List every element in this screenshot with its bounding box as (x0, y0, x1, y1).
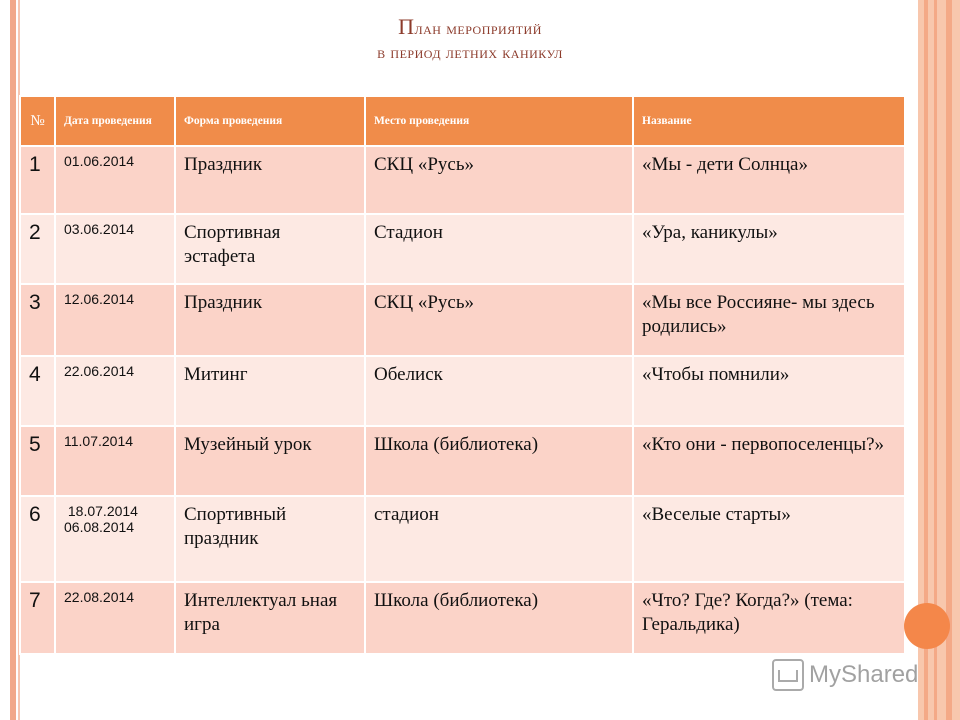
date-value: 01.06.2014 (64, 153, 135, 169)
cell-event-name: «Ура, каникулы» (633, 214, 905, 284)
date-value: 03.06.2014 (64, 221, 135, 237)
cell-form: Спортивная эстафета (175, 214, 365, 284)
title-line-2: в период летних каникул (377, 42, 563, 62)
cell-form: Музейный урок (175, 426, 365, 496)
table-body (20, 146, 905, 654)
table-row (20, 284, 905, 356)
cell-date (55, 356, 175, 426)
right-frame-stripe (946, 0, 952, 720)
cell-date (55, 496, 175, 582)
title-line-1-text: лан мероприятий (414, 19, 542, 38)
cell-form: Праздник (175, 284, 365, 356)
title-initial: П (398, 14, 415, 39)
cell-form: Спортивный праздник (175, 496, 365, 582)
decorative-circle (904, 603, 950, 649)
slide-title (20, 12, 920, 65)
cell-number: 3 (20, 284, 55, 356)
cell-event-name: «Мы все Россияне- мы здесь родились» (633, 284, 905, 356)
table-row (20, 496, 905, 582)
watermark-icon (772, 659, 804, 691)
date-value: 12.06.2014 (64, 291, 135, 307)
date-value: 18.07.2014 (64, 503, 138, 519)
cell-event-name: «Мы - дети Солнца» (633, 146, 905, 214)
header-number: № (20, 96, 55, 146)
cell-event-name: «Кто они - первопоселенцы?» (633, 426, 905, 496)
cell-date (55, 146, 175, 214)
cell-form: Интеллектуал ьная игра (175, 582, 365, 654)
cell-number: 6 (20, 496, 55, 582)
cell-place: Школа (библиотека) (365, 426, 633, 496)
cell-date (55, 582, 175, 654)
cell-number: 1 (20, 146, 55, 214)
cell-form: Митинг (175, 356, 365, 426)
date-value: 11.07.2014 (64, 433, 134, 449)
left-frame-bar (10, 0, 16, 720)
table-row (20, 356, 905, 426)
cell-number: 4 (20, 356, 55, 426)
header-form: Форма проведения (175, 96, 365, 146)
title-line-1 (20, 12, 920, 42)
events-table (19, 95, 906, 655)
table-header (20, 96, 905, 146)
date-value: 22.08.2014 (64, 589, 135, 605)
watermark-text: MyShared (809, 661, 919, 688)
cell-number: 7 (20, 582, 55, 654)
cell-event-name: «Чтобы помнили» (633, 356, 905, 426)
watermark (772, 658, 918, 692)
date-value: 06.08.2014 (64, 519, 135, 535)
cell-place: СКЦ «Русь» (365, 146, 633, 214)
cell-place: Обелиск (365, 356, 633, 426)
cell-date (55, 284, 175, 356)
table-row (20, 582, 905, 654)
cell-form: Праздник (175, 146, 365, 214)
cell-date (55, 214, 175, 284)
cell-number: 5 (20, 426, 55, 496)
header-date: Дата проведения (55, 96, 175, 146)
date-value: 22.06.2014 (64, 363, 135, 379)
header-name: Название (633, 96, 905, 146)
cell-place: Стадион (365, 214, 633, 284)
header-place: Место проведения (365, 96, 633, 146)
cell-event-name: «Веселые старты» (633, 496, 905, 582)
cell-number: 2 (20, 214, 55, 284)
cell-event-name: «Что? Где? Когда?» (тема: Геральдика) (633, 582, 905, 654)
table-row (20, 214, 905, 284)
cell-date (55, 426, 175, 496)
header-row (20, 96, 905, 146)
cell-place: стадион (365, 496, 633, 582)
cell-place: Школа (библиотека) (365, 582, 633, 654)
table-row (20, 146, 905, 214)
cell-place: СКЦ «Русь» (365, 284, 633, 356)
table-row (20, 426, 905, 496)
